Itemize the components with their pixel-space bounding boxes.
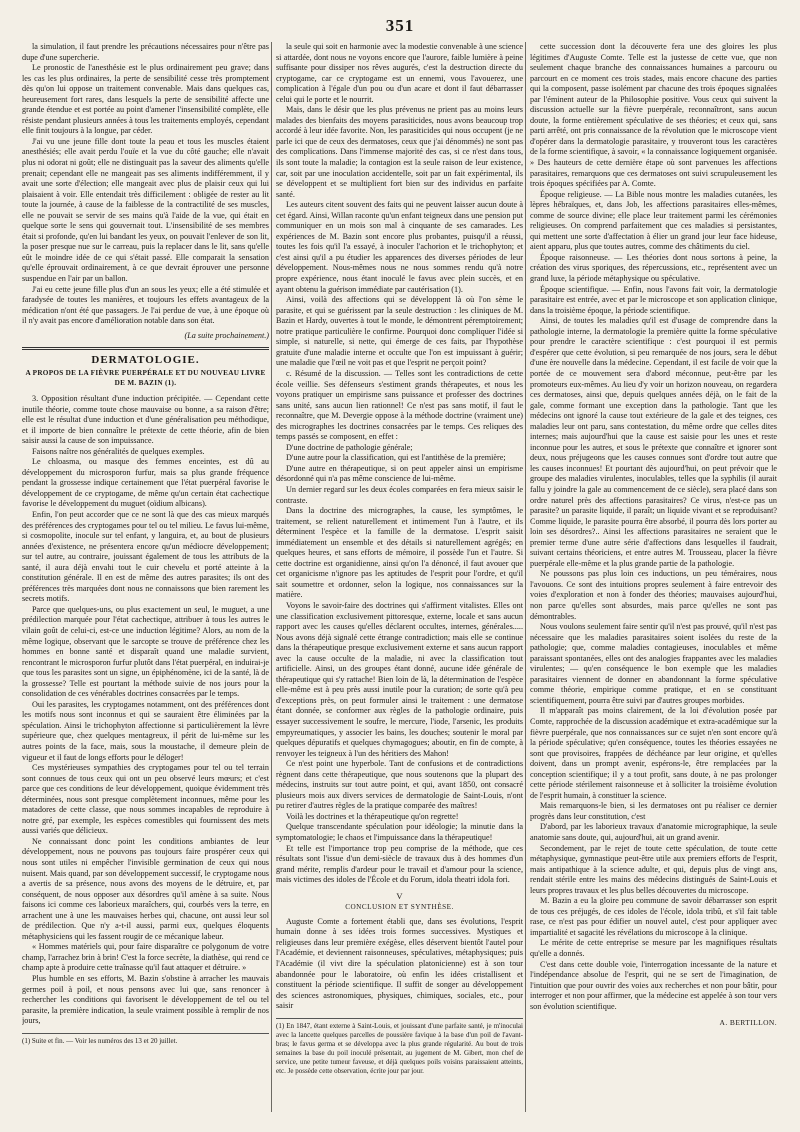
- column-right: [530, 42, 777, 1112]
- paragraph: c. Résumé de la discussion. — Telles sont les contradictions de cette école veillie. Ses défenseurs s'estiment grands thérapeutes, et nous les voyons pratiquer un empirisme sans puissance et professer des doctrines sans unité, sans aucun lien rationnel! Ce n'est pas sans motif, il faut le reconnaître, que M. Devergie oppose à la méthode doctrine (vraiment une) des micrographes les doctrines consacrées par le temps. Ces reliques des temps passés se composent, en effet :: [276, 368, 523, 442]
- paragraph: Ainsi, de toutes les maladies qu'il est d'usage de comprendre dans la pathologie interne, la dermatologie la première quitte la forme spéculative pour prendre le caractère scientifique : c'est pourquoi il est permis d'espérer que cette évolution, si peu remarquée de nos jours, sera le début d'une ère nouvelle dans la médecine. Cependant, il est facile de voir que la portée de ce mouvement sera d'abord méconnue, peut-être par les promoteurs eux-mêmes. Au lieu d'y voir un horizon nouveau, on regardera ces dermatoses, ainsi que, depuis quelques années déjà, on le fait de la gale, comme formant une exception dans la pathologie. Tant que les médecins ont ignoré la cause tout extérieure de la gale et des teignes, ces maladies leur ont paru, sans contestation, du même ordre que celles dites internes; mais aujourd'hui que la cause est saisie pour les unes et reste inconnue pour les autres, et sous le prétexte que connaître et ignorer sont deux, nous préjugeons que les causes connues sont d'ordre tout autre que les causes inconnues! Et pourtant dès aujourd'hui, on peut prévoir que le groupe des maladies virulentes, inoculables, telles que la syphilis (il aurait fallu y joindre la gale au commencement de ce siècle), sera placé dans son ordre naturel près des affections parasitaires? Ce virus, n'est-ce pas un parasite? un parasite liquide, il paraît; un liquide vivant et se reproduisant? Comme liquide, le parasite pourra être absorbé, il pourra dès lors porter au loin ses désordres?.. Ainsi les affections parasitaires ne seraient que le premier terme d'une autre série d'affections dans lesquelles il faudrait, suivant certains théoriciens, et entre autres M. Trousseau, placer la fièvre puerpérale elle-même et la plus grande partie de la pathologie.: [530, 316, 777, 568]
- section-roman-numeral: V: [396, 890, 403, 901]
- paragraph: Les auteurs citent souvent des faits qui ne peuvent laisser aucun doute à cet égard. Ainsi, Willan raconte qu'un enfant teigneux dans une pension put communiquer en un mois son mal à cinquante de ses camarades. Les expériences de M. Bazin sont encore plus probantes, puisqu'il a réussi, toutes les fois qu'il l'a essayé, à inoculer l'achorion et le trichophyton; et c'est ainsi qu'il a pu étudier les apparences des diverses périodes de leur développement. Nous-mêmes nous ne nous sommes rendu qu'à notre propre expérience, nous étant inoculé le favus avec plein succès, et en ayant obtenu la guérison immédiate par cautérisation (1).: [276, 200, 523, 294]
- paragraph: Le pronostic de l'anesthésie est le plus ordinairement peu grave; dans les cas les plus ordinaires, la perte de sensibilité cesse très promptement dès qu'on lui oppose un traitement convenable. Mais dans quelques cas, heureusement fort rares, dans lesquels la perte de sensibilité affecte une grande étendue et est portée au point d'amener l'insensibilité complète, elle résiste pendant plusieurs années à tous les traitements employés, cependant elle finit toujours à la longue, par céder.: [22, 63, 269, 136]
- paragraph: D'une autre pour la classification, qui est l'antithèse de la première;: [286, 453, 506, 463]
- paragraph: Plus humble en ses efforts, M. Bazin s'obstine à arracher les mauvais germes poil à poil, et nous pensons avec lui que, sans renoncer à rechercher les conditions qui favorisent le développement de tel ou tel parasite, la première indication, la seule vraiment possible à remplir de nos jours,: [22, 974, 269, 1026]
- continued-note: (La suite prochainement.): [184, 330, 269, 340]
- paragraph: M. Bazin a eu la gloire peu commune de savoir débarrasser son esprit de tous ces préjugés, de ces idoles de l'école, idola tribû, et s'il fait table rase, ce n'est pas pour édifier un nouvel autel, c'est pour appliquer avec impartialité et sagacité les révélations du microscope à la clinique.: [530, 896, 777, 937]
- column-rule: [271, 42, 272, 1112]
- paragraph: Oui les parasites, les cryptogames notamment, ont des préférences dont les motifs nous sont inconnus et qui se sauraient être éliminées par la spéculation. Ainsi le trichophyton affectionne si particulièrement la lèvre supérieure que, chez quelques mentagreux, il périt de lui-même sur les autres points de la face, mais, sous la moustache, il demeure plein de vigueur et il faut de longs efforts pour le déloger!: [22, 699, 269, 762]
- paragraph: Quelque transcendante spéculation pour idéologie; la minutie dans la symptomatologie; le chaos et l'impuissance dans la thérapeutique!: [276, 822, 523, 843]
- paragraph: Un dernier regard sur les deux écoles comparées en fera mieux saisir le contraste.: [276, 484, 523, 505]
- paragraph: Mais remarquons-le bien, si les dermatoses ont pu réaliser ce dernier progrès dans leur constitution, c'est: [530, 801, 777, 821]
- paragraph: J'ai vu une jeune fille dont toute la peau et tous les muscles étaient anesthésiés; elle avait perdu l'ouïe et la vue du côté gauche; elle n'avait plus ni odorat ni goût; elle ne distinguait pas la saveur des aliments qu'elle prenait; cependant elle ne mangeait pas ses aliments indifféremment, il y avait une sorte d'élection; elle mangeait avec plus de plaisir ceux qui lui plaisaient à voir. Elle entendait très difficilement : obligée de rester au lit toute la journée, à cause de la faiblesse de la contractilité de ses muscles, elle ne pouvait se servir de ses mains qu'à l'aide de la vue, qui était en quelque sorte le sens qui gouvernait tout. L'insensibilité de ses membres était si profonde, qu'en lui bandant les yeux, on pouvait l'enlever de son lit, la poser presque nue sur le carreau, puis la replacer dans le lit, sans qu'elle eût le moindre idée de ce qui s'était passé. Elle comparait la sensation qu'elle éprouvait ordinairement, à ce que devrait éprouver une personne suspendue en l'air par un ballon.: [22, 136, 269, 284]
- paragraph: Ces mystérieuses sympathies des cryptogames pour tel ou tel terrain sont connues de tous ceux qui ont un peu observé leurs mœurs; et c'est parce que ces conditions de leur développement, quoique évidemment très déterminées, nous sont presque complètement inconnues, même pour les matadores de cette classe, que nous sommes incapables de reproduire à notre gré, par exemple, les espèces comestibles qui fournissent des mets aussi variés que délicieux.: [22, 763, 269, 836]
- paragraph: 3. Opposition résultant d'une induction précipitée. — Cependant cette inutile théorie, comme toute chose mauvaise ou bonne, a sa raison d'être; elle est le résultat d'une induction et d'une généralisation peu méthodique, et il importe de bien connaître le prétexte de cette théorie, afin de bien saisir aussi la cause de son impuissance.: [22, 393, 269, 446]
- section-title: DERMATOLOGIE.: [91, 354, 200, 367]
- paragraph: Le mérite de cette entreprise se mesure par les magnifiques résultats qu'elle a donnés.: [530, 938, 777, 959]
- paragraph: Époque raisonneuse. — Les théories dont nous sortons à peine, la création des virus sporiques, des répercussions, etc., représentent avec un grand luxe, la période métaphysique ou spéculative.: [530, 252, 777, 284]
- middle-paragraphs: [276, 42, 523, 886]
- paragraph: Ne connaissant donc point les conditions ambiantes de leur développement, nous ne pouvons pas toujours faire prospérer ceux qui nous sont utiles ni empêcher l'invisible germination de ceux qui nous nuisent. Mais quand, par son développement successif, le cryptogame nous a avertis de sa présence, nous avons des moyens de le détruire, et, par conséquent, de nous opposer aux désordres qu'il amène à sa suite. Nous faisons ici comme ces laborieux maraîchers, qui, courbés vers la terre, en arrachent une à une les mauvaises herbes qui, chacune, ont aussi leur sol de prédilection. Que n'y a-t-il aussi, parmi eux, quelques éloquents métaphysiciens qui les fassent rougir de ce mécanique labeur.: [22, 836, 269, 941]
- right-paragraphs: [530, 42, 777, 1012]
- paragraph: Il m'apparaît pas moins clairement, de la loi d'évolution posée par Comte, rapprochée de la discussion académique et extra-académique sur la fièvre puerpérale, que nos connaissances sur ce sujet n'en sont encore qu'à la période spéculative; qu'en conséquence, toutes les théories essayées ne sont que provisoires, frappées de déchéance par leur origine, et qu'elles doivent, dans un prompt avenir, espérons-le, être remplacées par la conception scientifique; il y a tout profit, sans doute, à ne pas prolonger cette période stérilement raisonneuse et à solliciter la troisième évolution de l'esprit humain, à constituer la science.: [530, 706, 777, 800]
- paragraph: Voilà les doctrines et la thérapeutique qu'on regrette!: [286, 811, 459, 821]
- paragraph: D'une autre en thérapeutique, si on peut appeler ainsi un empirisme désordonné qui n'a pas même conscience de lui-même.: [276, 463, 523, 484]
- paragraph: Faisons naître nos généralités de quelques exemples.: [32, 446, 205, 456]
- paragraph: Époque religieuse. — La Bible nous montre les maladies cutanées, les lèpres hébraïques, et, dans Job, les affections parasitaires elles-mêmes, comme de source divine; elle place leur traitement parmi les cérémonies religieuses. On comprend parfaitement que ces maladies si persistantes, qui mettent une sorte d'affectation à élier un grand jour leur face hideuse, aient apparu, plus que toutes autres, comme des châtiments du ciel.: [530, 189, 777, 252]
- paragraph: Enfin, l'on peut accorder que ce ne sont là que des cas mieux marqués des préférences des cryptogames pour tel ou tel milieu. Le favus lui-même, si cosmopolite, inocule sur tel enfant, y languira, et, au bout de plusieurs années d'existence, ne présentera encore qu'un médiocre développement; sur tel autre, au contraire, jouissant également de tous les attributs de la santé, il aura déjà envahi tout le cuir chevelu et porté atteinte à la constitution générale. Il en est de même des autres parasites; ils ont des préférences très marquées dont nous ne connaissons que bien rarement les secrets motifs.: [22, 509, 269, 604]
- paragraph: Ce n'est point une hyperbole. Tant de confusions et de contradictions règnent dans cette thérapeutique, que nous soutenons que la plupart des médecins, instruits sur tout autre point, et qui, avant 1850, ont consacré plusieurs mois aux divers services de dermatologie de Saint-Louis, n'ont pu retirer d'autres règles de la pratique comparée des maîtres!: [276, 759, 523, 811]
- paragraph: « Hommes matériels qui, pour faire disparaître ce polygonum de votre champ, l'arrachez brin à brin! C'est la force secrète, la diathèse, qui rend ce champ apte à produire cette traînasse qu'il faut attaquer et détruire. »: [22, 942, 269, 973]
- footnote: (1) En 1847, étant externe à Saint-Louis, et jouissant d'une parfaite santé, je m'inoculai avec la lancette quelques parcelles de poussière favique à la base d'un poil de l'avant-bras; le favus germa et se développa avec la plus grande régularité. Au bout de trois semaines la base du poil inoculé présentait, au jugement de M. Gibert, mon chef de service, une petite tumeur faveuse, et déjà quelques poils voisins paraissaient atteints, etc. Je possède cette observation, écrite jour par jour.: [276, 1018, 523, 1076]
- paragraph: Et telle est l'importance trop peu comprise de la méthode, que ces résultats sont l'issue d'un demi-siècle de travaux dus à des hommes d'un grand mérite, remplis d'ardeur pour le travail et d'amour pour la science, mais victimes des idoles de l'École et du Forum, idola theatri idola fori.: [276, 843, 523, 885]
- paragraph: C'est dans cette double voie, l'interrogation incessante de la nature et l'indépendance absolue de l'esprit, qui ne se sert de l'imagination, de l'intuition que pour ouvrir des voies aux recherches et non pour bâtir, pour interroger et non pour affirmer, que la médecine est appelée à son tour vers son évolution scientifique.: [530, 959, 777, 1011]
- paragraph: Voyons le savoir-faire des doctrines qui s'affirment vitalistes. Elles ont une classification exclusivement pittoresque, externe, locale et sans aucun rapport avec les causes qu'elles déclarent occultes, internes, générales..... Nous avons déjà signalé cette étrange contradiction; mais elle se continue dans la thérapeutique presque exclusivement externe et sans aucun rapport avec la cause occulte de la maladie, ni avec la classification tout artificielle. Ainsi, un des groupes étant donné, aucune idée générale de thérapeutique qui s'y rattache! Bien loin de là, la détermination de l'espèce elle-même est à peu près aussi inutile pour la curation; de sorte qu'à peu d'exceptions près, on peut formuler ainsi le traitement : une dermatose étant donnée, se conformer aux règles de la pathologie ordinaire, puis essayer successivement le soufre, le mercure, l'iode, l'arsenic, les produits empyreumatiques, y associer les bains, les douches; soutenir le moral par quelques dépuratifs et quelques chymagogues; aboutir, en fin de compte, à renvoyer les teigneux à l'un des héritiers des Mahon!: [276, 600, 523, 758]
- column-rule: [525, 42, 526, 1112]
- paragraph: Parce que quelques-uns, ou plus exactement un seul, le muguet, a une prédilection marquée pour l'état cachectique, attribuer à tous les autres le vilain goût de celui-ci, est-ce une induction légitime? Alors, au nom de la même logique, observant que le sarcopte se trouve de préférence chez les hommes en bonne santé et disparaît quand une maladie survient, rencontrant le microsporon furfur plutôt dans l'état puerpéral, en induirai-je que tous les parasites sont un signe, un épiphénomène, ici de la santé, là de la grossesse? Telle est pourtant la méthode suivie de nos jours pour la consolidation de ces vénérables doctrines consacrées par le temps.: [22, 604, 269, 699]
- paragraph: Nous voulons seulement faire sentir qu'il n'est pas prouvé, qu'il n'est pas nécessaire que les maladies parasitaires soient isolées du reste de la pathologie; que, comme maladies contagieuses, inoculables et même paraissant spontanées, elles ont des analogies frappantes avec les maladies virulentes; — qu'en conséquence le bon exemple que les maladies parasitaires viennent de donner en abandonnant la forme spéculative comme théorie, empirique comme pratique, et en se constituant scientifiquement, pourra être suivi par d'autres groupes morbides.: [530, 622, 777, 705]
- paragraph: Ne poussons pas plus loin ces inductions, un peu téméraires, nous l'avouons. Ce sont des intuitions propres seulement à faire entrevoir des voies d'exploration et non à fonder des théories; mauvaises aujourd'hui, non parce qu'elles sont absurdes, mais parce qu'elles ne sont pas démontrables.: [530, 569, 777, 621]
- paragraph: Mais, dans le désir que les plus prévenus ne prient pas au moins leurs malades des bienfaits des moyens parasiticides, nous avons beaucoup trop accordé à leur idée favorite. Non, les parasiticides qui nous occupent (je ne parle ici que de ceux des dermatoses, ceux que j'ai dénommés) ne sont pas des complications. Dans l'immense majorité des cas, si ce n'est dans tous, ils sont toute la maladie; la contagion est la seule raison de leur existence, car, soit par une inoculation accidentelle, soit par un fait expérimental, ils se développent et se multiplient fort bien sur des individus en parfaite santé.: [276, 105, 523, 199]
- paragraph: J'ai eu cette jeune fille plus d'un an sous les yeux; elle a été stimulée et faradysée de toutes les manières, et toujours les effets avantageux de la médication n'ont été que passagers. Je l'ai perdue de vue, à une époque où il n'y avait pas encore d'amélioration notable dans son état.: [22, 284, 269, 326]
- paragraph: Auguste Comte a fortement établi que, dans ses évolutions, l'esprit humain donne à ses idées trois formes successives. Mystiques et religieuses dans leur première exégèse, elles déservent bientôt l'autel pour l'Académie, et deviennent raisonneuses, spéculatives, métaphysiques; puis l'Académie (il vivt dire la spéculation platonicienne) est à son tour abandonnée pour le laboratoire, où enfin les idées cristallisent et constituent la période scientifique. Il suffit de songer au développement des sciences astronomiques, physiques, chimiques, sociales, etc., pour saisir: [276, 916, 523, 1011]
- paragraph: Ainsi, voilà des affections qui se développent là où l'on sème le parasite, et qui se guérissent par la seule destruction : les cliniques de M. Bazin et Hardy, ouvertes à tout le monde, le démontrent péremptoirement; notre pratique particulière le confirme. Pourquoi donc compliquer l'idée si simple, si naturelle, si nette, qui émerge de ces faits, par l'hypothèse gratuite d'une maladie interne et occulte que l'on est impuissant à guérir; une maladie que l'œil ne voit pas et que l'esprit ne perçoit point?: [276, 295, 523, 368]
- article-title: A PROPOS DE LA FIÈVRE PUERPÉRALE ET DU NOUVEAU LIVRE DE M. BAZIN (1).: [25, 368, 266, 388]
- column-middle: [276, 42, 523, 1112]
- article-paragraphs: [22, 394, 269, 1027]
- paragraph: Secondement, par le rejet de toute cette spéculation, de toute cette métaphysique, gymnastique peut-être utile aux premiers efforts de l'esprit, mais antipathique à la science adulte, et qui, depuis plus de vingt ans, rendait stérile entre les mains des médecins distingués de Saint-Louis et leurs propres travaux et les plus belles découvertes du microscope.: [530, 843, 777, 895]
- page-number: 351: [385, 16, 415, 35]
- paragraph: la seule qui soit en harmonie avec la modestie convenable à une science si attardée, dont nous ne voyons encore que l'aurore, faible lumière à peine suffisante pour dissiper nos rêves augurés, c'est la destruction directe du cryptogame, car ce cryptogame est un ennemi, vous l'avouerez, une complication à l'égale d'un pou ou d'un acare et dont il faut débarrasser celui qui le porte et le nourrit.: [276, 42, 523, 104]
- paragraph: D'une doctrine de pathologie générale;: [286, 442, 413, 452]
- footnote: (1) Suite et fin. — Voir les numéros des 13 et 20 juillet.: [22, 1033, 269, 1046]
- author-signature: A. BERTILLON.: [719, 1018, 777, 1028]
- paragraph: D'abord, par les laborieux travaux d'anatomie micrographique, la seule anatomie sans doute, qui, aujourd'hui, ait un grand avenir.: [530, 822, 777, 843]
- left-paragraphs: [22, 42, 269, 327]
- paragraph: cette succession dont la découverte fera une des gloires les plus légitimes d'Auguste Comte. Telle est la justesse de cette vue, que non seulement chaque branche des connaissances humaines a parcouru ou parcourt en ce moment ces trois stades, mais encore chacune des parties qui la composent, passe isolément par chacune des trois époques signalées par l'éminent auteur de la Philosophie positive. Vous ceux qui suivent la discussion actuelle sur la fièvre puerpérale, reconnaîtront, sans aucun doute, la forme entièrement spéculative de ses théories; et ceux qui, sans parti arrêté, ont pris connaissance de la révolution que le microscope vient d'opérer dans la dermatologie parasitaire, y trouveront tous les caractères de la forme scientifique, à savoir, « la connaissance logiquement organisée. » Des hauteurs de cette dernière étape où sont parvenues les affections parasitaires, remarquons que ces dermatoses ont suivi scrupuleusement les trois époques spécifiées par A. Comte.: [530, 42, 777, 189]
- paragraph: Le chloasma, ou masque des femmes enceintes, est dû au développement du microsporon furfur, mais sa plus grande fréquence pendant la grossesse indique certainement que l'état puerpéral favorise le développement de ce cryptogame, de même qu'un certain état cachectique favorise le développement du muguet (oïdium albicans).: [22, 457, 269, 509]
- section-subtitle: CONCLUSION ET SYNTHÈSE.: [345, 903, 454, 912]
- conclusion-paragraphs: [276, 917, 523, 1012]
- column-left: [22, 42, 269, 1112]
- section-divider: [22, 347, 269, 350]
- paragraph: Époque scientifique. — Enfin, nous l'avons fait voir, la dermatologie parasitaire est entrée, avec et par le microscope et son application clinique, dans la troisième époque, la période scientifique.: [530, 284, 777, 315]
- paragraph: la simulation, il faut prendre les précautions nécessaires pour n'être pas dupe d'une supercherie.: [22, 42, 269, 62]
- paragraph: Dans la doctrine des micrographes, la cause, les symptômes, le traitement, se relient naturellement et intimement l'un à l'autre, et ils déterminent l'espèce et la famille de la dermatose. L'esprit saisit immédiatement un ensemble et des détails si naturellement agrégés; en quelques heures, et sans efforts de mémoire, il possède l'un et l'autre. Si cette doctrine est organidienne, ainsi qu'on l'a dénoncé, il faut avouer que cet organicisme n'ignore pas les aptitudes de l'esprit pour l'ordre, et qu'il sait soumettre et ordonner, selon la logique, nos connaissances sur la matière.: [276, 506, 523, 600]
